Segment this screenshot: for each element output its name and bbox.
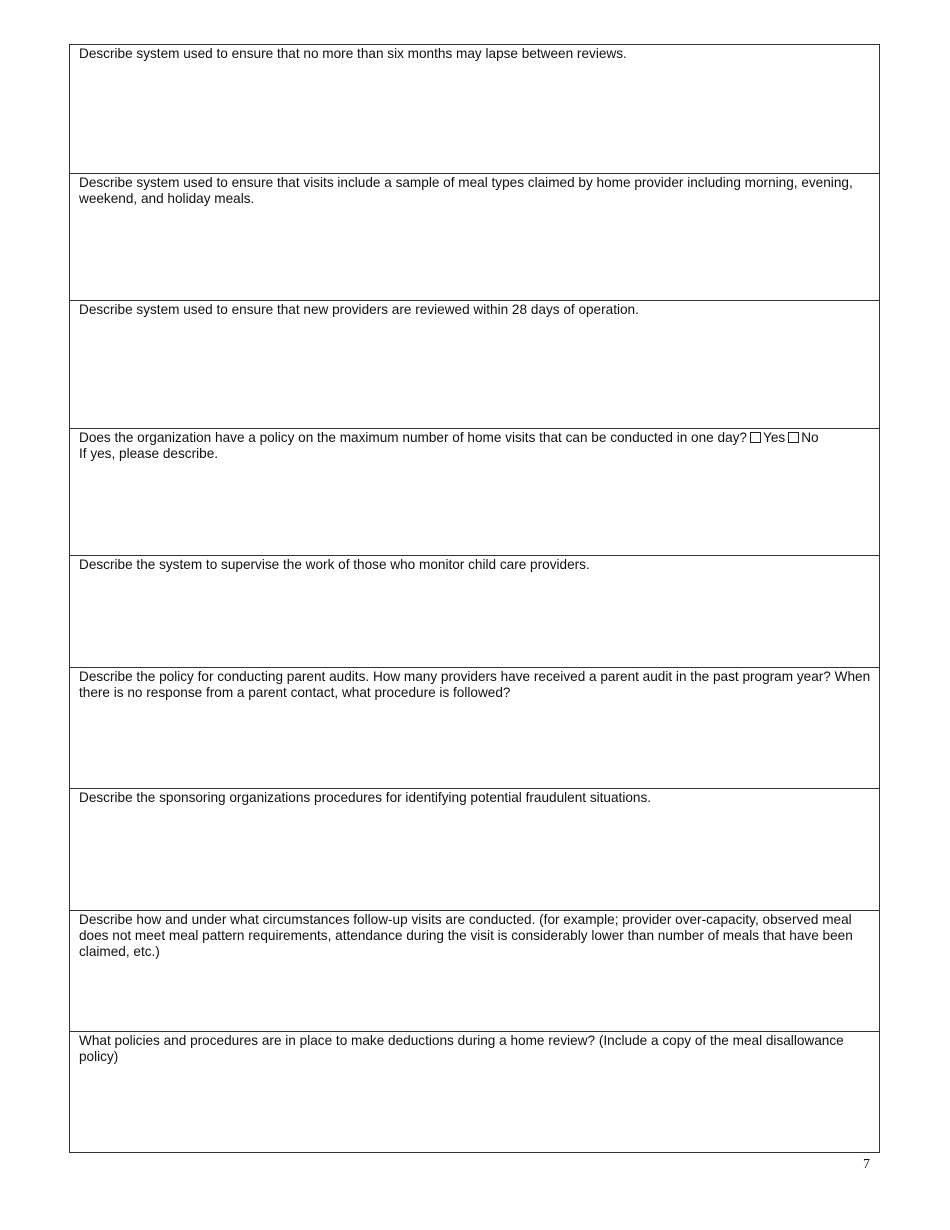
question-text: Does the organization have a policy on the maximum number of home visits that can be conducted in one day? xyxy=(79,430,747,445)
yes-checkbox[interactable] xyxy=(750,432,761,443)
question-text: Describe the policy for conducting parent audits. How many providers have received a parent audit in the past program year? When there is no response from a parent contact, what procedure is followed? xyxy=(79,669,871,701)
question-text: What policies and procedures are in place to make deductions during a home review? (Include a copy of the meal disallowance policy) xyxy=(79,1033,844,1065)
question-text: Describe system used to ensure that no more than six months may lapse between reviews. xyxy=(79,46,627,61)
question-follow-up-visits[interactable] xyxy=(70,910,879,1031)
question-new-providers[interactable] xyxy=(70,300,879,428)
yes-label: Yes xyxy=(763,430,786,445)
question-text: Describe how and under what circumstances follow-up visits are conducted. (for example; provider over-capacity, observed meal does not meet meal pattern requirements, attendance during the visit is considerably lower than number of meals that have been claimed, etc.) xyxy=(79,912,853,960)
question-supervise-monitors[interactable] xyxy=(70,555,879,667)
question-deductions[interactable] xyxy=(70,1031,879,1152)
question-fraud-procedures[interactable] xyxy=(70,788,879,910)
page-number: 7 xyxy=(863,1157,870,1172)
question-text: Describe system used to ensure that visits include a sample of meal types claimed by home provider including morning, evening, weekend, and holiday meals. xyxy=(79,175,853,207)
no-label: No xyxy=(801,430,819,445)
form-table xyxy=(69,44,880,1153)
question-text: Describe the sponsoring organizations procedures for identifying potential fraudulent situations. xyxy=(79,790,652,805)
question-line xyxy=(79,430,871,446)
question-parent-audits[interactable] xyxy=(70,667,879,788)
question-meal-types[interactable] xyxy=(70,173,879,300)
question-text: Describe the system to supervise the work of those who monitor child care providers. xyxy=(79,557,590,572)
question-text: Describe system used to ensure that new providers are reviewed within 28 days of operation. xyxy=(79,302,639,317)
question-review-interval[interactable] xyxy=(70,45,879,173)
question-max-home-visits[interactable] xyxy=(70,428,879,555)
question-followup: If yes, please describe. xyxy=(79,446,219,462)
no-checkbox[interactable] xyxy=(788,432,799,443)
